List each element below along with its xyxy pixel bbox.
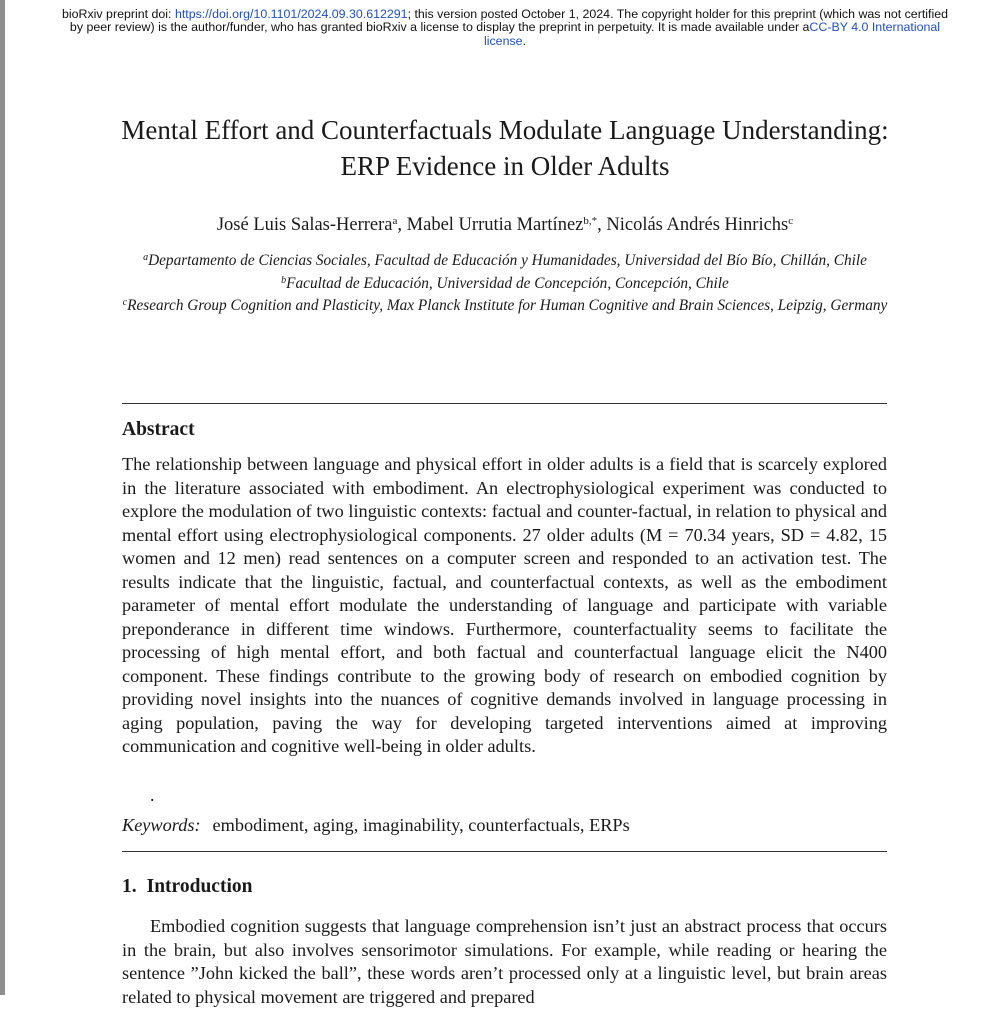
author-name: José Luis Salas-Herrera: [216, 215, 393, 235]
affiliation-text: Facultad de Educación, Universidad de Concepción, Concepción, Chile: [286, 274, 729, 292]
affiliation: [120, 271, 890, 294]
doi-link[interactable]: https://doi.org/10.1101/2024.09.30.612291: [174, 7, 408, 21]
keywords-label: Keywords:: [122, 815, 201, 835]
author-separator: ,: [397, 215, 407, 235]
keywords: [122, 813, 630, 837]
window-left-edge: [0, 0, 5, 995]
affiliation-list: [120, 248, 890, 316]
section-number: 1.: [122, 876, 137, 897]
affiliation-mark: c: [122, 297, 128, 309]
preprint-notice: [60, 8, 950, 48]
preprint-notice-middle: ; this version posted October 1, 2024. The copyright holder for this preprint (which was not certified by peer review) is the author/funder, who has granted bioRxiv a license to display the preprint in perpetuity. It is made available under a: [69, 7, 948, 35]
affiliation-text: Departamento de Ciencias Sociales, Facultad de Educación y Humanidades, Universidad del Bío Bío, Chillán, Chile: [148, 252, 867, 269]
affiliation: [120, 293, 890, 316]
affiliation-text: Research Group Cognition and Plasticity, Max Planck Institute for Human Cognitive and Brain Sciences, Leipzig, Germany: [127, 297, 888, 315]
abstract-heading: Abstract: [122, 419, 195, 440]
stray-mark: .: [150, 785, 155, 805]
section-title: Introduction: [146, 876, 253, 897]
keywords-text: embodiment, aging, imaginability, counterfactuals, ERPs: [212, 815, 630, 835]
author-affiliation-mark: b,*: [583, 215, 598, 227]
author-affiliation-mark: c: [788, 215, 794, 227]
affiliation: [120, 248, 890, 271]
license-link[interactable]: CC-BY 4.0 International license: [483, 20, 941, 48]
author-name: Mabel Urrutia Martínez: [406, 215, 584, 235]
affiliation-mark: a: [143, 252, 149, 263]
author-separator: ,: [597, 215, 607, 235]
abstract-top-rule: [122, 403, 887, 404]
affiliation-mark: b: [281, 274, 287, 286]
author-name: Nicolás Andrés Hinrichs: [606, 215, 789, 235]
section-heading-introduction: [122, 876, 252, 898]
introduction-text: Embodied cognition suggests that language comprehension isn’t just an abstract process that occurs in the brain, but also involves sensorimotor simulations. For example, while reading or hearing the sentence ”John kicked the ball”, these words aren’t processed only at a linguistic level, but brain areas related to physical movement are triggered and prepared: [122, 916, 887, 1007]
paper-title: Mental Effort and Counterfactuals Modulate Language Understanding: ERP Evidence in Older Adults: [121, 115, 889, 181]
author-list: [120, 208, 890, 238]
abstract-text: The relationship between language and physical effort in older adults is a field that is scarcely explored in the literature associated with embodiment. An electrophysiological experiment was conducted to explore the modulation of two linguistic contexts: factual and counter-factual, in relation to physical and mental effort using electrophysiological components. 27 older adults (M = 70.34 years, SD = 4.82, 15 women and 12 men) read sentences on a computer screen and responded to an activation test. The results indicate that the linguistic, factual, and counterfactual contexts, as well as the embodiment parameter of mental effort modulate the understanding of language and participate with variable preponderance in different time windows. Furthermore, counterfactuality seems to facilitate the processing of high mental effort, and both factual and counterfactual language elicit the N400 component. These findings contribute to the growing body of research on embodied cognition by providing novel insights into the nuances of cognitive demands involved in language processing in aging population, paving the way for developing targeted interventions aimed at improving communication and cognitive well-being in older adults.: [122, 454, 887, 756]
preprint-notice-prefix: bioRxiv preprint doi:: [61, 7, 175, 21]
preprint-notice-suffix: .: [522, 33, 527, 48]
author-affiliation-mark: a: [392, 215, 398, 227]
abstract-bottom-rule: [122, 851, 887, 852]
